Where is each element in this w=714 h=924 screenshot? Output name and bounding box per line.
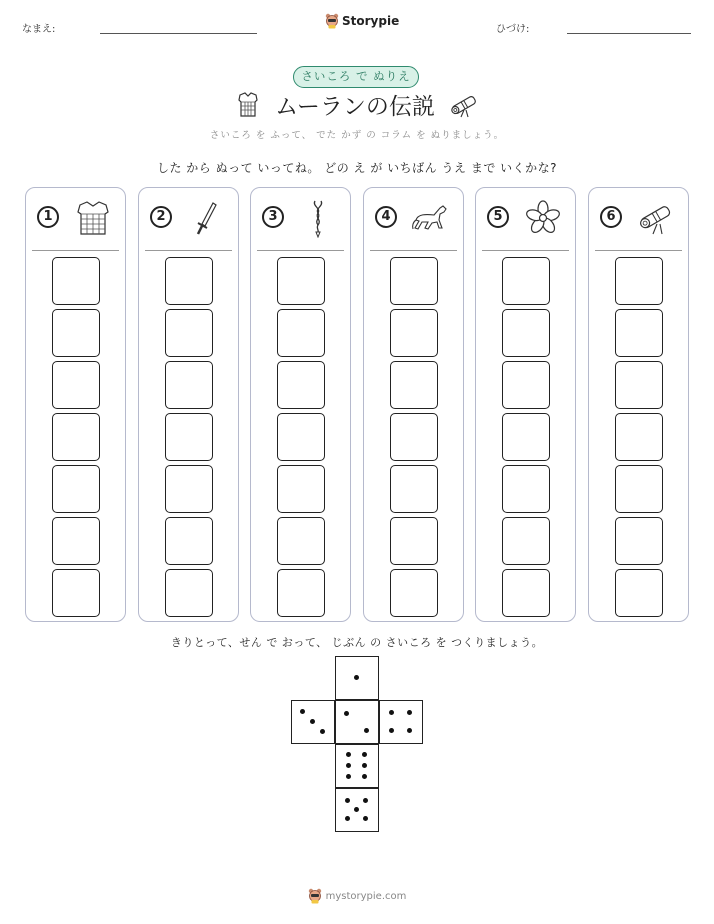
color-box[interactable] xyxy=(615,517,663,565)
dice-pip xyxy=(362,763,367,768)
dice-pip xyxy=(354,807,359,812)
column-number: 5 xyxy=(487,206,509,228)
horse-icon xyxy=(410,198,452,238)
color-box[interactable] xyxy=(502,413,550,461)
color-box[interactable] xyxy=(165,309,213,357)
color-box[interactable] xyxy=(277,413,325,461)
sword-icon xyxy=(185,198,227,238)
color-box[interactable] xyxy=(277,309,325,357)
dice-face-5 xyxy=(335,788,379,832)
storypie-mascot-icon xyxy=(308,888,322,904)
dice-pip xyxy=(320,729,325,734)
color-box[interactable] xyxy=(277,569,325,617)
column-6 xyxy=(588,187,689,622)
color-box[interactable] xyxy=(165,465,213,513)
color-box[interactable] xyxy=(277,361,325,409)
dice-pip xyxy=(346,763,351,768)
column-number: 3 xyxy=(262,206,284,228)
dice-pip xyxy=(363,798,368,803)
column-number: 2 xyxy=(150,206,172,228)
footer xyxy=(0,888,714,904)
dice-pip xyxy=(363,816,368,821)
color-box[interactable] xyxy=(390,569,438,617)
column-number: 6 xyxy=(600,206,622,228)
brand-name: Storypie xyxy=(342,14,400,28)
color-box[interactable] xyxy=(52,309,100,357)
dice-face-4 xyxy=(379,700,423,744)
column-divider xyxy=(482,250,569,251)
dice-net xyxy=(290,656,424,834)
color-box[interactable] xyxy=(502,517,550,565)
column-divider xyxy=(370,250,457,251)
color-box[interactable] xyxy=(390,465,438,513)
dice-pip xyxy=(344,711,349,716)
color-box[interactable] xyxy=(615,361,663,409)
color-box[interactable] xyxy=(615,465,663,513)
color-box[interactable] xyxy=(390,257,438,305)
armor-icon xyxy=(72,198,114,238)
subtitle: さいころ を ふって、 でた かず の コラム を ぬりましょう。 xyxy=(209,130,505,141)
color-box[interactable] xyxy=(615,569,663,617)
color-box[interactable] xyxy=(390,309,438,357)
color-box[interactable] xyxy=(277,517,325,565)
date-line xyxy=(567,33,691,34)
dice-pip xyxy=(310,719,315,724)
armor-icon xyxy=(233,90,263,120)
dice-pip xyxy=(389,710,394,715)
dice-face-3 xyxy=(291,700,335,744)
color-box[interactable] xyxy=(277,465,325,513)
color-box[interactable] xyxy=(390,517,438,565)
dice-pip xyxy=(300,709,305,714)
color-box[interactable] xyxy=(615,413,663,461)
date-label: ひづけ: xyxy=(496,24,530,35)
dice-pip xyxy=(362,752,367,757)
column-3 xyxy=(250,187,351,622)
name-label: なまえ: xyxy=(22,24,56,35)
color-box[interactable] xyxy=(615,309,663,357)
column-4 xyxy=(363,187,464,622)
column-divider xyxy=(595,250,682,251)
column-divider xyxy=(32,250,119,251)
color-box[interactable] xyxy=(165,361,213,409)
color-box[interactable] xyxy=(390,361,438,409)
color-box[interactable] xyxy=(502,309,550,357)
column-2 xyxy=(138,187,239,622)
braid-icon xyxy=(297,198,339,238)
color-box[interactable] xyxy=(502,569,550,617)
column-1 xyxy=(25,187,126,622)
color-box[interactable] xyxy=(165,569,213,617)
brand-logo xyxy=(325,13,399,29)
column-5 xyxy=(475,187,576,622)
color-box[interactable] xyxy=(52,569,100,617)
column-number: 1 xyxy=(37,206,59,228)
color-box[interactable] xyxy=(165,517,213,565)
dice-pip xyxy=(345,816,350,821)
dice-pip xyxy=(345,798,350,803)
color-box[interactable] xyxy=(52,413,100,461)
dice-pip xyxy=(354,675,359,680)
activity-badge: さいころ で ぬりえ xyxy=(293,66,419,88)
dice-pip xyxy=(346,752,351,757)
dice-face-6 xyxy=(335,744,379,788)
scroll-icon xyxy=(447,90,481,120)
footer-url[interactable]: mystorypie.com xyxy=(325,890,407,902)
dice-pip xyxy=(346,774,351,779)
dice-pip xyxy=(407,728,412,733)
column-divider xyxy=(257,250,344,251)
color-box[interactable] xyxy=(502,361,550,409)
dice-face-1 xyxy=(335,656,379,700)
dice-pip xyxy=(407,710,412,715)
color-box[interactable] xyxy=(502,257,550,305)
column-number: 4 xyxy=(375,206,397,228)
title-block xyxy=(0,88,714,121)
dice-pip xyxy=(364,728,369,733)
color-box[interactable] xyxy=(52,361,100,409)
name-line xyxy=(100,33,257,34)
color-box[interactable] xyxy=(390,413,438,461)
dice-pip xyxy=(362,774,367,779)
scroll-icon xyxy=(635,198,677,238)
page-title: ムーランの伝説 xyxy=(275,94,435,120)
storypie-mascot-icon xyxy=(325,13,339,29)
color-box[interactable] xyxy=(165,413,213,461)
dice-pip xyxy=(389,728,394,733)
color-box[interactable] xyxy=(52,465,100,513)
color-box[interactable] xyxy=(52,517,100,565)
color-box[interactable] xyxy=(615,257,663,305)
instruction-text: した から ぬって いってね。 どの え が いちばん うえ まで いくかな? xyxy=(156,161,558,175)
color-box[interactable] xyxy=(502,465,550,513)
color-box[interactable] xyxy=(52,257,100,305)
dice-face-2 xyxy=(335,700,379,744)
color-box[interactable] xyxy=(277,257,325,305)
cut-instruction: きりとって、せん で おって、 じぶん の さいころ を つくりましょう。 xyxy=(170,636,544,649)
column-divider xyxy=(145,250,232,251)
color-box[interactable] xyxy=(165,257,213,305)
flower-icon xyxy=(522,198,564,238)
